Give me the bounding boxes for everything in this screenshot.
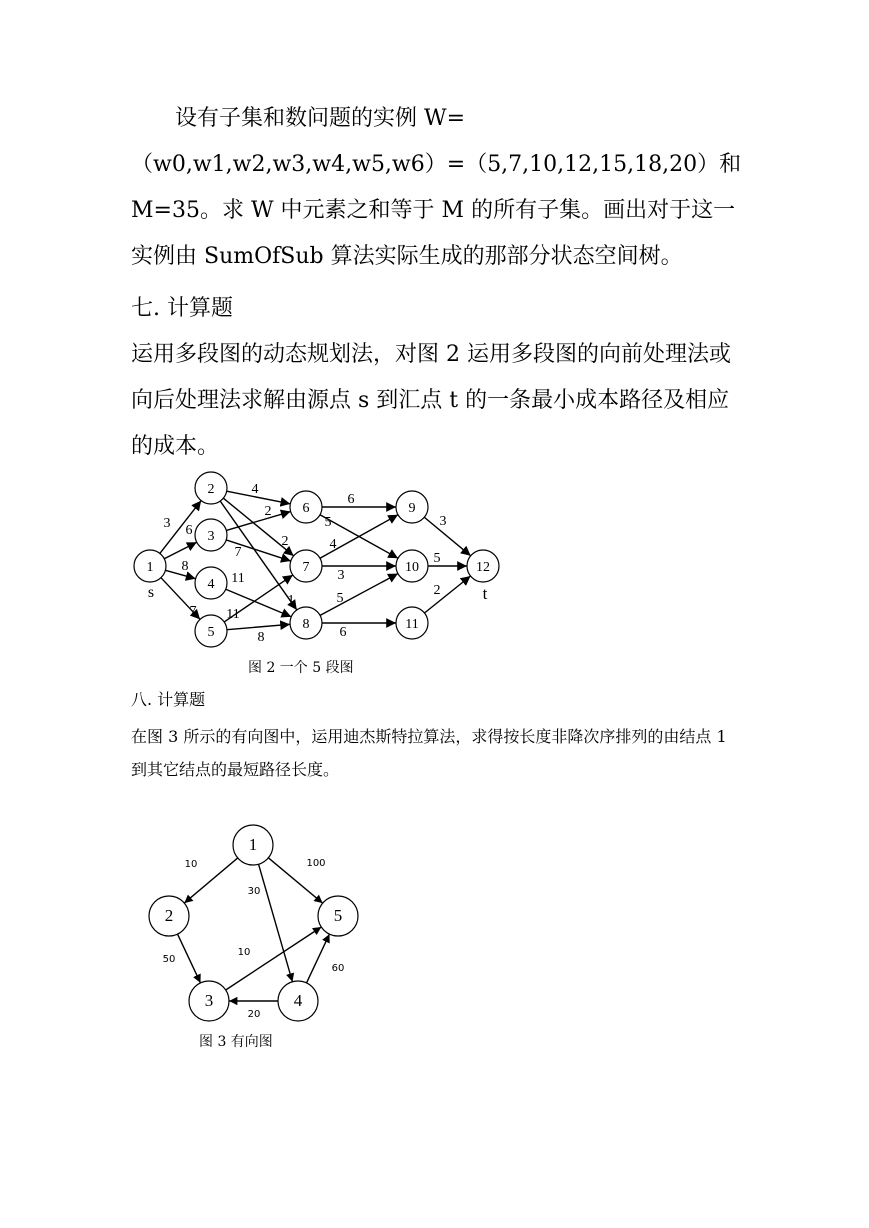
figure2-graph	[120, 466, 510, 666]
figure3-weight-3-5: 10	[237, 947, 251, 958]
section7-text: 运用多段图的动态规划法，对图 2 运用多段图的向前处理法或向后处理法求解由源点 s 到汇点 t 的一条最小成本路径及相应的成本。	[131, 342, 731, 459]
figure2-weight-11-12: 2	[433, 583, 441, 598]
figure3-weight-2-3: 50	[162, 954, 176, 965]
figure2-weight-1-5: 7	[189, 604, 197, 619]
figure3-weight-4-3: 20	[247, 1009, 261, 1020]
figure2-weight-8-11: 6	[339, 625, 347, 640]
figure2-node-label-3: 3	[207, 529, 215, 544]
figure2-node-label-9: 9	[408, 501, 416, 516]
figure2-weight-9-12: 3	[439, 514, 447, 529]
figure2-weight-7-9: 4	[329, 537, 337, 552]
figure3-node-label-4: 4	[293, 991, 303, 1010]
figure2-weight-6-9: 6	[347, 492, 355, 507]
figure2-weight-1-4: 8	[181, 559, 189, 574]
figure3-edge-1-4	[259, 864, 293, 982]
figure3-weight-4-5: 60	[331, 963, 345, 974]
figure2-weight-1-2: 3	[163, 516, 171, 531]
figure2-edge-11-12	[424, 576, 470, 613]
section8-heading: 八. 计算题	[131, 690, 206, 709]
figure2-weight-6-10: 5	[324, 515, 332, 530]
figure3-weight-1-2: 10	[184, 859, 198, 870]
figure2-sink-label: t	[482, 584, 488, 603]
figure2-source-label: s	[147, 584, 155, 601]
figure2-edge-8-10	[320, 574, 398, 616]
figure2-edge-5-8	[227, 624, 290, 629]
figure2-node-label-4: 4	[207, 577, 215, 592]
figure2-weight-3-6: 2	[264, 504, 272, 519]
figure2-node-label-10: 10	[405, 560, 419, 575]
figure2-weight-1-3: 6	[185, 523, 193, 538]
figure2-node-label-6: 6	[302, 501, 310, 516]
figure2-caption: 图 2 一个 5 段图	[248, 660, 354, 676]
figure2-weight-3-7: 7	[234, 545, 242, 560]
figure2-weight-10-12: 5	[433, 551, 441, 566]
figure2-node-label-7: 7	[302, 560, 310, 575]
figure3-edge-2-3	[178, 934, 201, 983]
figure2-weight-7-10: 3	[337, 568, 345, 583]
figure2-edge-1-3	[164, 542, 196, 559]
figure2-weight-5-8: 8	[257, 630, 265, 645]
figure2-weight-5-7: 11	[226, 607, 240, 622]
figure2-node-label-5: 5	[207, 625, 215, 640]
figure2-weight-2-6: 4	[251, 482, 259, 497]
subset-sum-paragraph	[131, 96, 743, 280]
figure2-edge-1-4	[165, 570, 195, 578]
figure3-caption: 图 3 有向图	[199, 1034, 273, 1050]
figure3-node-label-2: 2	[164, 906, 174, 925]
figure3-weight-1-4: 30	[247, 886, 261, 897]
figure2-weight-2-8: 1	[287, 593, 295, 608]
figure2-edge-2-8	[220, 501, 297, 610]
figure2-node-label-11: 11	[405, 617, 419, 632]
figure2-node-label-1: 1	[146, 560, 154, 575]
figure2-node-label-8: 8	[302, 617, 310, 632]
figure3-weight-1-5: 100	[306, 858, 326, 869]
figure3-node-label-5: 5	[333, 906, 343, 925]
section8-text: 在图 3 所示的有向图中，运用迪杰斯特拉算法，求得按长度非降次序排列的由结点 1 到其它结点的最短路径长度。	[131, 727, 727, 779]
figure2-edge-9-12	[424, 517, 470, 556]
figure2-node-label-12: 12	[476, 560, 490, 575]
figure2-weight-8-10: 5	[336, 591, 344, 606]
section7-heading: 七. 计算题	[131, 296, 233, 321]
figure2-weight-2-7: 2	[281, 534, 289, 549]
figure3-node-label-1: 1	[248, 835, 258, 854]
figure3-edge-4-5	[307, 934, 330, 983]
subset-sum-text: 设有子集和数问题的实例 W=（w0,w1,w2,w3,w4,w5,w6）=（5,7,10,12,15,18,20）和 M=35。求 W 中元素之和等于 M 的所有子集。画出对于这一实例由 SumOfSub 算法实际生成的那部分状态空间树。	[131, 106, 742, 269]
figure2-edge-2-6	[227, 491, 291, 504]
figure3-node-label-3: 3	[204, 991, 214, 1010]
figure2-weight-4-8: 11	[231, 571, 245, 586]
figure2-node-label-2: 2	[207, 482, 215, 497]
figure3-graph	[140, 820, 370, 1030]
